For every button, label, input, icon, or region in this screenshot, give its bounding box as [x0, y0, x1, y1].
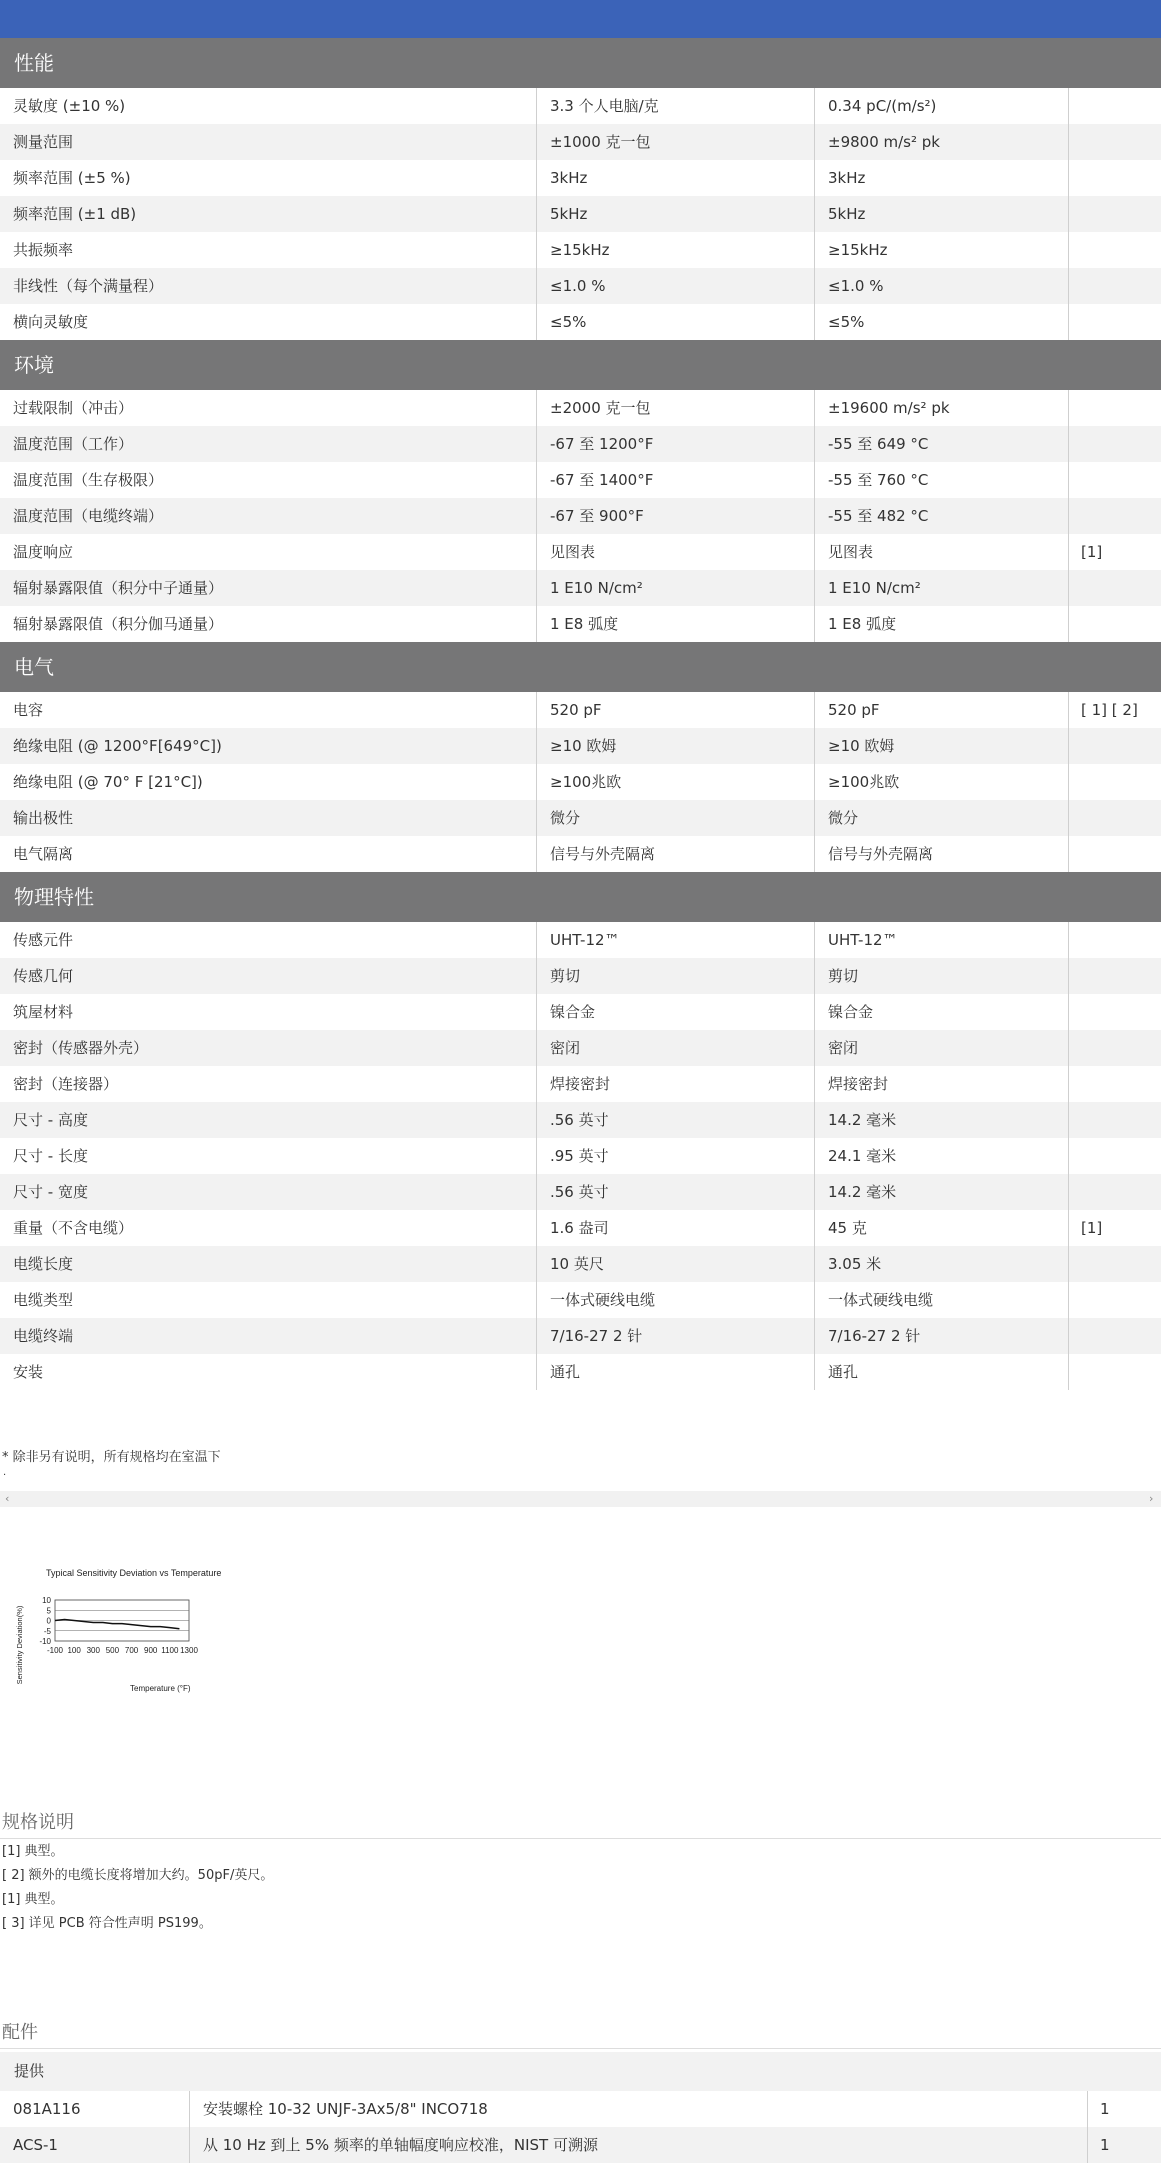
- spec-value-imperial: 1 E8 弧度: [536, 606, 814, 642]
- spec-label: 重量（不含电缆）: [13, 1219, 134, 1237]
- spec-footnote: [1068, 462, 1161, 498]
- table-row: [0, 426, 1161, 462]
- spec-label: 电缆类型: [13, 1291, 74, 1309]
- spec-value-si: ≤1.0 %: [814, 268, 1068, 304]
- table-row: [0, 692, 1161, 728]
- part-description: 安装螺栓 10-32 UNJF-3Ax5/8" INCO718: [189, 2091, 1087, 2127]
- sensitivity-chart: [10, 1560, 300, 1710]
- spec-value-imperial: 10 英尺: [536, 1246, 814, 1282]
- part-description: 从 10 Hz 到上 5% 频率的单轴幅度响应校准，NIST 可溯源: [189, 2127, 1087, 2163]
- spec-value-si: 7/16-27 2 针: [814, 1318, 1068, 1354]
- x-tick-label: 900: [144, 1646, 158, 1655]
- table-row: [0, 922, 1161, 958]
- spec-value-si: ≥100兆欧: [814, 764, 1068, 800]
- spec-label: 温度范围（工作）: [13, 435, 134, 453]
- part-quantity: 1: [1087, 2091, 1161, 2127]
- spec-label: 横向灵敏度: [13, 313, 89, 331]
- spec-label: 共振频率: [13, 241, 74, 259]
- spec-label: 过载限制（冲击）: [13, 399, 134, 417]
- spec-value-imperial: 信号与外壳隔离: [536, 836, 814, 872]
- table-row: [0, 534, 1161, 570]
- spec-notes-list: [2, 1840, 273, 1936]
- spec-note: [ 2] 额外的电缆长度将增加大约。50pF/英尺。: [2, 1868, 274, 1883]
- table-row: [0, 2127, 1161, 2163]
- x-tick-label: 500: [105, 1646, 120, 1655]
- y-axis-label: Sensitivity Deviation(%): [15, 1605, 24, 1685]
- general-note: * 除非另有说明，所有规格均在室温下: [2, 1450, 221, 1465]
- spec-footnote: [1068, 1030, 1161, 1066]
- chart-title: Typical Sensitivity Deviation vs Temperature: [46, 1568, 222, 1578]
- spec-value-imperial: ≤5%: [536, 304, 814, 340]
- table-row: [0, 88, 1161, 124]
- spec-footnote: [ 1] [ 2]: [1068, 692, 1161, 728]
- spec-value-si: 见图表: [814, 534, 1068, 570]
- table-row: [0, 764, 1161, 800]
- table-row: [0, 570, 1161, 606]
- section-header: 电气: [0, 642, 1161, 692]
- spec-footnote: [1068, 426, 1161, 462]
- spec-footnote: [1]: [1068, 534, 1161, 570]
- spec-footnote: [1068, 196, 1161, 232]
- table-row: [0, 390, 1161, 426]
- spec-value-imperial: 剪切: [536, 958, 814, 994]
- spec-label: 非线性（每个满量程）: [13, 277, 164, 295]
- spec-value-si: 3.05 米: [814, 1246, 1068, 1282]
- scroll-left-icon[interactable]: ‹: [5, 1492, 10, 1505]
- spec-value-si: 1 E10 N/cm²: [814, 570, 1068, 606]
- x-tick-label: 100: [67, 1646, 81, 1655]
- spec-value-imperial: 3.3 个人电脑/克: [536, 88, 814, 124]
- spec-label: 电缆长度: [13, 1255, 74, 1273]
- table-row: [0, 606, 1161, 642]
- spec-value-si: 14.2 毫米: [814, 1102, 1068, 1138]
- spec-value-imperial: -67 至 900°F: [536, 498, 814, 534]
- spec-note: [1] 典型。: [2, 1892, 64, 1907]
- spec-value-si: UHT-12™: [814, 922, 1068, 958]
- divider: [0, 2048, 1161, 2049]
- spec-footnote: [1068, 304, 1161, 340]
- spec-footnote: [1068, 836, 1161, 872]
- spec-value-imperial: .95 英寸: [536, 1138, 814, 1174]
- spec-label: 尺寸 - 宽度: [13, 1183, 88, 1201]
- spec-value-imperial: -67 至 1200°F: [536, 426, 814, 462]
- spec-label: 温度响应: [13, 543, 74, 561]
- spec-value-si: 镍合金: [814, 994, 1068, 1030]
- x-axis-label: Temperature (°F): [130, 1684, 191, 1693]
- table-row: [0, 1102, 1161, 1138]
- y-tick-label: 5: [46, 1606, 51, 1616]
- spec-value-imperial: 焊接密封: [536, 1066, 814, 1102]
- spec-value-si: ≥15kHz: [814, 232, 1068, 268]
- spec-label: 尺寸 - 高度: [13, 1111, 88, 1129]
- spec-notes-title: 规格说明: [2, 1812, 74, 1833]
- table-row: [0, 196, 1161, 232]
- spec-value-imperial: ±1000 克一包: [536, 124, 814, 160]
- x-tick-label: -100: [46, 1646, 64, 1655]
- table-row: [0, 304, 1161, 340]
- spec-value-si: -55 至 649 °C: [814, 426, 1068, 462]
- table-row: [0, 1030, 1161, 1066]
- spec-value-si: ≥10 欧姆: [814, 728, 1068, 764]
- top-banner: [0, 0, 1161, 38]
- table-row: [0, 728, 1161, 764]
- x-tick-label: 300: [86, 1646, 100, 1655]
- spec-footnote: [1068, 498, 1161, 534]
- spec-label: 传感几何: [13, 967, 74, 985]
- spec-footnote: [1068, 1138, 1161, 1174]
- accessories-header: 提供: [0, 2052, 1161, 2091]
- spec-value-imperial: 见图表: [536, 534, 814, 570]
- spec-footnote: [1068, 922, 1161, 958]
- spec-label: 辐射暴露限值（积分伽马通量）: [13, 615, 224, 633]
- spec-footnote: [1068, 88, 1161, 124]
- spec-value-imperial: 7/16-27 2 针: [536, 1318, 814, 1354]
- table-row: [0, 1138, 1161, 1174]
- spec-label: 绝缘电阻 (@ 70° F [21°C]): [13, 773, 203, 791]
- spec-value-imperial: 5kHz: [536, 196, 814, 232]
- spec-label: 输出极性: [13, 809, 74, 827]
- spec-label: 电气隔离: [13, 845, 74, 863]
- spec-value-si: 一体式硬线电缆: [814, 1282, 1068, 1318]
- spec-label: 绝缘电阻 (@ 1200°F[649°C]): [13, 737, 222, 755]
- spec-value-imperial: 1 E10 N/cm²: [536, 570, 814, 606]
- spec-value-imperial: 微分: [536, 800, 814, 836]
- spec-value-si: -55 至 482 °C: [814, 498, 1068, 534]
- spec-value-imperial: .56 英寸: [536, 1102, 814, 1138]
- spec-label: 温度范围（电缆终端）: [13, 507, 164, 525]
- spec-value-imperial: ≥15kHz: [536, 232, 814, 268]
- stray-dot: .: [3, 1467, 7, 1478]
- x-tick-label: 1100: [161, 1646, 179, 1655]
- spec-value-si: 微分: [814, 800, 1068, 836]
- spec-footnote: [1068, 1102, 1161, 1138]
- table-row: [0, 1318, 1161, 1354]
- spec-value-si: 焊接密封: [814, 1066, 1068, 1102]
- spec-note: [1] 典型。: [2, 1844, 64, 1859]
- spec-footnote: [1068, 570, 1161, 606]
- y-tick-label: -10: [39, 1637, 51, 1646]
- spec-footnote: [1068, 764, 1161, 800]
- spec-footnote: [1068, 994, 1161, 1030]
- table-row: [0, 800, 1161, 836]
- spec-footnote: [1068, 1246, 1161, 1282]
- accessories-table: [0, 2052, 1161, 2163]
- spec-note: [ 3] 详见 PCB 符合性声明 PS199。: [2, 1916, 212, 1931]
- spec-footnote: [1068, 1066, 1161, 1102]
- table-row: [0, 1210, 1161, 1246]
- spec-label: 频率范围 (±1 dB): [13, 205, 137, 223]
- x-tick-label: 1300: [180, 1646, 198, 1655]
- spec-value-si: 1 E8 弧度: [814, 606, 1068, 642]
- table-row: [0, 1246, 1161, 1282]
- spec-footnote: [1068, 160, 1161, 196]
- table-row: [0, 958, 1161, 994]
- spec-value-si: 密闭: [814, 1030, 1068, 1066]
- y-tick-label: -5: [43, 1626, 51, 1636]
- table-row: [0, 836, 1161, 872]
- section-header: 性能: [0, 38, 1161, 88]
- spec-footnote: [1068, 606, 1161, 642]
- spec-footnote: [1068, 1282, 1161, 1318]
- spec-value-imperial: 1.6 盎司: [536, 1210, 814, 1246]
- horizontal-scrollbar[interactable]: [0, 1491, 1161, 1507]
- spec-value-si: 剪切: [814, 958, 1068, 994]
- spec-value-imperial: ±2000 克一包: [536, 390, 814, 426]
- spec-value-imperial: ≥10 欧姆: [536, 728, 814, 764]
- spec-footnote: [1068, 390, 1161, 426]
- spec-value-si: ±19600 m/s² pk: [814, 390, 1068, 426]
- spec-value-imperial: 通孔: [536, 1354, 814, 1390]
- spec-value-imperial: 镍合金: [536, 994, 814, 1030]
- part-number: ACS-1: [13, 2136, 58, 2154]
- spec-value-si: 0.34 pC/(m/s²): [814, 88, 1068, 124]
- spec-footnote: [1068, 728, 1161, 764]
- spec-value-si: ±9800 m/s² pk: [814, 124, 1068, 160]
- table-row: [0, 1066, 1161, 1102]
- spec-footnote: [1068, 800, 1161, 836]
- table-row: [0, 1174, 1161, 1210]
- table-row: [0, 268, 1161, 304]
- spec-value-imperial: 520 pF: [536, 692, 814, 728]
- spec-value-imperial: 一体式硬线电缆: [536, 1282, 814, 1318]
- part-number: 081A116: [13, 2100, 81, 2118]
- spec-value-si: 通孔: [814, 1354, 1068, 1390]
- table-row: [0, 160, 1161, 196]
- divider: [0, 1838, 1161, 1839]
- spec-value-imperial: -67 至 1400°F: [536, 462, 814, 498]
- spec-value-imperial: 密闭: [536, 1030, 814, 1066]
- table-row: [0, 1282, 1161, 1318]
- spec-value-si: 14.2 毫米: [814, 1174, 1068, 1210]
- spec-footnote: [1068, 268, 1161, 304]
- table-row: [0, 462, 1161, 498]
- spec-value-imperial: .56 英寸: [536, 1174, 814, 1210]
- part-quantity: 1: [1087, 2127, 1161, 2163]
- spec-value-si: 520 pF: [814, 692, 1068, 728]
- spec-label: 传感元件: [13, 931, 74, 949]
- spec-value-si: 24.1 毫米: [814, 1138, 1068, 1174]
- x-tick-label: 700: [124, 1646, 139, 1655]
- spec-value-si: 5kHz: [814, 196, 1068, 232]
- spec-label: 温度范围（生存极限）: [13, 471, 164, 489]
- spec-label: 电容: [13, 701, 44, 719]
- spec-value-imperial: ≥100兆欧: [536, 764, 814, 800]
- spec-value-imperial: UHT-12™: [536, 922, 814, 958]
- spec-value-si: 45 克: [814, 1210, 1068, 1246]
- table-row: [0, 2091, 1161, 2127]
- y-tick-label: 0: [46, 1616, 51, 1626]
- spec-value-si: ≤5%: [814, 304, 1068, 340]
- spec-label: 辐射暴露限值（积分中子通量）: [13, 579, 224, 597]
- spec-value-imperial: ≤1.0 %: [536, 268, 814, 304]
- spec-footnote: [1068, 124, 1161, 160]
- spec-footnote: [1068, 1354, 1161, 1390]
- spec-label: 频率范围 (±5 %): [13, 169, 131, 187]
- spec-label: 密封（传感器外壳）: [13, 1039, 149, 1057]
- spec-footnote: [1068, 1174, 1161, 1210]
- spec-label: 电缆终端: [13, 1327, 74, 1345]
- spec-footnote: [1068, 1318, 1161, 1354]
- spec-label: 安装: [13, 1363, 44, 1381]
- spec-label: 尺寸 - 长度: [13, 1147, 88, 1165]
- spec-value-si: -55 至 760 °C: [814, 462, 1068, 498]
- table-row: [0, 232, 1161, 268]
- y-tick-label: 10: [42, 1596, 51, 1605]
- spec-value-si: 3kHz: [814, 160, 1068, 196]
- spec-footnote: [1068, 232, 1161, 268]
- spec-label: 灵敏度 (±10 %): [13, 97, 126, 115]
- section-header: 环境: [0, 340, 1161, 390]
- spec-footnote: [1068, 958, 1161, 994]
- scroll-right-icon[interactable]: ›: [1149, 1492, 1154, 1505]
- table-row: [0, 498, 1161, 534]
- spec-table: [0, 38, 1161, 1390]
- spec-label: 测量范围: [13, 133, 74, 151]
- spec-value-imperial: 3kHz: [536, 160, 814, 196]
- table-row: [0, 994, 1161, 1030]
- section-header: 物理特性: [0, 872, 1161, 922]
- spec-label: 筑屋材料: [13, 1003, 74, 1021]
- spec-footnote: [1]: [1068, 1210, 1161, 1246]
- accessories-title: 配件: [2, 2022, 38, 2043]
- spec-value-si: 信号与外壳隔离: [814, 836, 1068, 872]
- spec-label: 密封（连接器）: [13, 1075, 119, 1093]
- table-row: [0, 124, 1161, 160]
- table-row: [0, 1354, 1161, 1390]
